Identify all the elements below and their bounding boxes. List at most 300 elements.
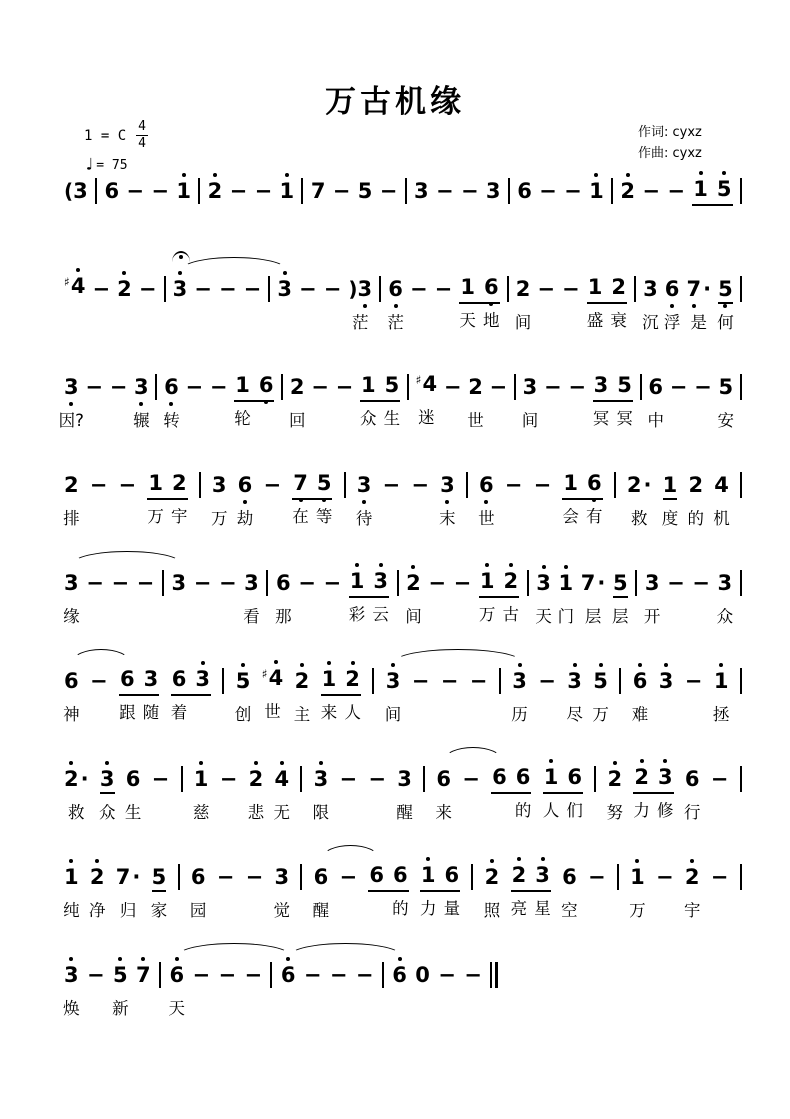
dash-glyph: − (151, 179, 169, 203)
note-digit: 3 (397, 767, 412, 791)
duration-dash (711, 864, 729, 892)
octave-dot-low (670, 304, 674, 308)
note-digit: 2 (485, 864, 500, 890)
note-digit: 6 (120, 667, 135, 691)
duration-dash (462, 766, 480, 794)
note (502, 568, 520, 624)
lyric-syllable: 是 (690, 313, 708, 332)
note (643, 570, 661, 626)
octave-dot-high (517, 857, 521, 861)
barline (162, 570, 164, 596)
lyric-syllable: 末 (439, 509, 456, 528)
note (358, 178, 373, 206)
note (64, 178, 88, 206)
duration-dash (192, 962, 210, 990)
dash-glyph: − (669, 375, 688, 399)
note-digit: 2 (289, 375, 305, 399)
duration-dash (93, 276, 111, 304)
note-digit: 7 (136, 962, 151, 988)
octave-dot-high (355, 563, 359, 567)
note (320, 666, 338, 722)
dash-glyph: − (109, 375, 128, 399)
note (311, 178, 326, 206)
note (372, 568, 389, 624)
note (712, 668, 730, 724)
barline (344, 472, 346, 498)
lyric-syllable: 救 (68, 803, 85, 822)
octave-dot-high (199, 761, 203, 765)
dash-glyph: − (538, 669, 556, 693)
octave-dot-high (690, 859, 694, 863)
note (483, 274, 500, 330)
note (360, 372, 377, 428)
dash-glyph: − (136, 571, 155, 595)
dash-glyph: − (243, 277, 262, 301)
note-digit: 4 (274, 766, 289, 792)
dash-glyph: − (382, 473, 401, 497)
duration-dash (490, 374, 508, 402)
quarter-note-icon: ♩ (84, 155, 95, 175)
note-digit: 2 (607, 766, 622, 792)
lyric-syllable: 觉 (273, 901, 291, 920)
note-digit: 6 (392, 962, 407, 988)
music-line (64, 858, 742, 956)
note (64, 766, 89, 822)
lyric-syllable: 回 (288, 411, 306, 430)
note-digit: 3 (512, 668, 527, 694)
duration-dash (299, 276, 317, 304)
note-digit: 6 (388, 276, 403, 302)
note-digit: 3 (644, 571, 660, 595)
octave-dot-high (573, 663, 577, 667)
lyric-syllable: 空 (561, 901, 578, 920)
dash-glyph: − (710, 865, 729, 889)
note-digit: 3 (522, 375, 538, 399)
beam-group (542, 764, 583, 820)
duration-dash (444, 374, 462, 402)
barline (300, 864, 302, 890)
note-digit: 6 (281, 962, 296, 988)
dash-glyph: − (537, 277, 555, 301)
barline (222, 668, 224, 694)
note-digit: 6 (436, 767, 452, 791)
note-digit: 6 (259, 372, 274, 398)
lyric-syllable: 彩 (348, 605, 366, 624)
dash-glyph: − (539, 179, 557, 203)
barline (740, 276, 742, 302)
octave-dot-low (69, 402, 73, 406)
note (133, 374, 150, 430)
notes-row (63, 858, 742, 920)
lyric-syllable: 创 (234, 705, 252, 724)
lyric-syllable: 茫 (387, 313, 404, 332)
lyric-syllable: 众 (716, 607, 734, 626)
dash-glyph: − (298, 571, 316, 595)
note-digit: 7 (686, 276, 701, 302)
note-digit: 3 (440, 472, 455, 498)
note (629, 864, 646, 920)
beam-group (478, 568, 520, 624)
lyric-syllable: 众 (98, 803, 116, 822)
note-digit: 1 (421, 862, 436, 888)
dash-glyph: − (244, 963, 263, 987)
dash-glyph: − (193, 571, 212, 595)
beam-group (633, 764, 674, 820)
note-digit: 6 (567, 765, 582, 789)
notes-row (64, 172, 742, 206)
duration-dash (428, 570, 446, 598)
note (142, 666, 160, 722)
lyric-syllable: 沉 (642, 313, 659, 332)
note (687, 472, 704, 528)
note (288, 374, 306, 430)
octave-dot-high (285, 173, 289, 177)
music-line (64, 564, 742, 662)
note (312, 864, 330, 920)
note-digit: 5 (617, 373, 632, 397)
note-digit: 1 (630, 864, 645, 890)
lyric-syllable: 慈 (192, 803, 210, 822)
octave-dot-high (201, 661, 205, 665)
duration-dash (539, 178, 557, 206)
note-digit: 3 (485, 179, 501, 203)
lyric-syllable: 家 (150, 901, 168, 920)
barline (640, 374, 642, 400)
dash-glyph: − (587, 865, 606, 889)
octave-dot-high (664, 663, 668, 667)
lyric-syllable: 宇 (171, 507, 188, 526)
note-digit: 3 (274, 865, 290, 889)
beam-group (592, 372, 633, 428)
duration-dash (667, 178, 685, 206)
note-digit: 6 (104, 179, 120, 203)
lyric-syllable: 缘 (63, 607, 80, 626)
duration-dash (470, 668, 488, 696)
note-digit: 3 (195, 666, 210, 692)
note (189, 864, 207, 920)
lyric-syllable: 待 (355, 509, 373, 528)
note-digit: 6 (648, 375, 664, 399)
fermata-icon (172, 251, 190, 262)
note-digit: 3 (658, 764, 673, 790)
dash-glyph: − (533, 473, 552, 497)
lyric-syllable: 劫 (236, 509, 254, 528)
dash-glyph: − (440, 669, 459, 693)
barline (270, 962, 272, 988)
dash-glyph: − (86, 571, 104, 595)
lyric-syllable: 努 (606, 803, 624, 822)
dash-glyph: − (85, 375, 103, 399)
lyric-syllable: 万 (592, 705, 609, 724)
beam-group (586, 274, 627, 330)
duration-dash (333, 178, 351, 206)
octave-dot-low (139, 402, 143, 406)
lyric-syllable: 会 (562, 507, 579, 526)
duration-dash (324, 276, 342, 304)
lyric-syllable: 尽 (566, 705, 583, 724)
note-digit: 6 (369, 863, 384, 887)
music-line (64, 662, 742, 760)
lyric-syllable: 力 (419, 899, 437, 918)
note (136, 962, 151, 990)
lyric-syllable: 层 (612, 607, 629, 626)
lyric-syllable: 机 (713, 509, 730, 528)
octave-dot-high (640, 759, 644, 763)
note-digit: 0 (415, 963, 430, 987)
dash-glyph: − (409, 277, 428, 301)
octave-dot-high (254, 761, 258, 765)
note (210, 472, 228, 528)
barline (281, 374, 283, 400)
note-digit: 6 (484, 274, 499, 300)
duration-dash (304, 962, 322, 990)
dash-glyph: − (194, 277, 212, 301)
note (414, 178, 429, 206)
lyric-syllable: 等 (315, 507, 333, 526)
octave-dot-high (182, 173, 186, 177)
note (511, 668, 528, 724)
duration-dash (219, 570, 237, 598)
note (168, 962, 185, 1018)
lyric-syllable: 天 (535, 607, 552, 626)
note-digit: 1 (350, 568, 365, 594)
duration-dash (412, 668, 430, 696)
lyric-syllable: 世 (467, 411, 484, 430)
note-digit: 3 (64, 962, 79, 988)
octave-dot-high (280, 761, 284, 765)
dash-glyph: − (692, 571, 710, 595)
note (586, 470, 603, 526)
note (620, 178, 635, 206)
lyric-syllable: 来 (320, 703, 338, 722)
duration-dash (336, 374, 354, 402)
octave-dot-low (445, 500, 449, 504)
note-digit: 2 (295, 668, 310, 694)
octave-dot-high (76, 268, 80, 272)
lyric-syllable: 神 (63, 705, 80, 724)
duration-dash (244, 962, 262, 990)
dash-glyph: − (504, 473, 523, 497)
note-digit: 3 (567, 668, 582, 694)
note-digit: 3 (64, 374, 79, 400)
lyric-syllable: 星 (534, 899, 551, 918)
note (176, 178, 191, 206)
note-digit: 2 (249, 766, 264, 792)
note (117, 276, 132, 304)
note-digit: 4 (422, 372, 438, 396)
note (150, 864, 168, 920)
beam-group (170, 666, 211, 722)
note-digit: 1 (235, 373, 250, 397)
barline (407, 374, 409, 400)
note-digit: 3 (536, 570, 551, 596)
duration-dash (410, 276, 428, 304)
credits-block (638, 122, 702, 164)
lyric-syllable: 净 (88, 901, 106, 920)
note (492, 764, 507, 792)
note (173, 276, 188, 304)
note-digit: 1 (460, 275, 475, 299)
music-line (64, 956, 498, 1054)
dash-glyph: − (218, 571, 237, 595)
time-signature-top: 4 (138, 119, 146, 134)
octave-dot-high (327, 661, 331, 665)
beam-group (320, 666, 361, 722)
duration-dash (538, 668, 556, 696)
barline (159, 962, 161, 988)
lyric-syllable: 冥 (592, 409, 610, 428)
lyric-syllable: 难 (631, 705, 649, 724)
lyric-syllable: 因? (58, 411, 84, 430)
dash-glyph: − (323, 277, 342, 301)
augmentation-dot: · (80, 767, 89, 791)
lyric-syllable: 地 (483, 311, 500, 330)
lyric-syllable: 焕 (63, 999, 80, 1018)
dash-glyph: − (185, 375, 204, 399)
sharp-sign: ♯ (64, 275, 70, 289)
lyric-syllable: 无 (273, 803, 291, 822)
lyric-syllable: 行 (683, 803, 701, 822)
duration-dash (330, 962, 348, 990)
barline (527, 570, 529, 596)
octave-dot-low (723, 304, 727, 308)
note (58, 374, 84, 430)
note-digit: 6 (665, 276, 680, 302)
lyric-syllable: 万 (629, 901, 646, 920)
duration-dash (244, 276, 262, 304)
duration-dash (435, 276, 453, 304)
octave-dot-low (322, 498, 326, 502)
note (163, 374, 180, 430)
barline (155, 374, 157, 400)
duration-dash (441, 668, 459, 696)
lyric-syllable: 间 (384, 705, 402, 724)
octave-dot-high (69, 957, 73, 961)
score-lines (58, 172, 742, 1054)
barline (507, 276, 509, 302)
dash-glyph: − (464, 963, 482, 987)
duration-dash (85, 374, 103, 402)
note-digit: 3 (535, 862, 550, 888)
time-signature-bottom: 4 (138, 136, 146, 151)
note-digit: 6 (169, 962, 184, 988)
note (415, 371, 438, 427)
lyric-syllable: 归 (119, 901, 137, 920)
note-digit: 2 (515, 277, 531, 301)
music-line (64, 270, 742, 368)
note-digit: 6 (492, 765, 507, 789)
note (589, 178, 604, 206)
note (236, 472, 254, 528)
duration-dash (537, 276, 555, 304)
note (542, 764, 560, 820)
dash-glyph: − (562, 277, 580, 301)
octave-dot-high (699, 171, 703, 175)
duration-dash (110, 374, 128, 402)
lyric-syllable: 盛 (586, 311, 604, 330)
dash-glyph: − (667, 179, 685, 203)
note-digit: 1 (194, 766, 209, 792)
final-barline (490, 962, 498, 988)
note-digit: 6 (562, 865, 577, 889)
duration-dash (568, 374, 586, 402)
dash-glyph: − (368, 767, 386, 791)
duration-dash (87, 962, 105, 990)
dash-glyph: − (311, 375, 329, 399)
note (172, 570, 187, 598)
dash-glyph: − (209, 375, 228, 399)
duration-dash (368, 766, 386, 794)
octave-dot-low (243, 500, 247, 504)
beam-group (419, 862, 461, 918)
duration-dash (111, 570, 129, 598)
note-digit: 3 (717, 571, 733, 595)
note-digit: 1 (280, 178, 295, 204)
dash-glyph: − (453, 571, 472, 595)
duration-dash (220, 766, 238, 794)
notes-row (63, 564, 742, 626)
duration-dash (137, 570, 155, 598)
note (419, 862, 437, 918)
lyric-syllable: 随 (142, 703, 160, 722)
note (384, 668, 402, 724)
duration-dash (323, 570, 341, 598)
octave-dot-high (274, 660, 278, 664)
dash-glyph: − (216, 865, 235, 889)
note-digit: 6 (479, 472, 494, 498)
barline (471, 864, 473, 890)
note-digit: 1 (693, 176, 708, 202)
lyric-syllable: 新 (112, 999, 129, 1018)
lyric-syllable: 着 (170, 703, 188, 722)
lyric-syllable: 迷 (418, 408, 435, 427)
barline (198, 178, 200, 204)
dash-glyph: − (489, 375, 508, 399)
octave-dot-high (663, 759, 667, 763)
duration-dash (670, 374, 688, 402)
note-digit: 2 (64, 473, 79, 497)
barline (740, 178, 742, 204)
augmentation-dot: · (597, 571, 606, 595)
octave-dot-high (485, 563, 489, 567)
dash-glyph: − (710, 767, 729, 791)
dash-glyph: − (218, 277, 237, 301)
octave-dot-high (722, 171, 726, 175)
lyric-syllable: 的 (687, 509, 704, 528)
note (192, 766, 210, 822)
note (443, 862, 461, 918)
note-digit: 1 (563, 471, 578, 495)
lyric-syllable: 古 (502, 605, 520, 624)
note-digit: 6 (190, 865, 206, 889)
lyric-syllable: 跟 (119, 703, 136, 722)
lyric-syllable: 生 (383, 409, 401, 428)
barline (199, 472, 201, 498)
lyric-syllable: 宇 (683, 901, 701, 920)
dash-glyph: − (462, 767, 480, 791)
duration-dash (656, 864, 674, 892)
note-digit: 1 (322, 666, 337, 692)
note (717, 374, 734, 430)
note (510, 862, 528, 918)
octave-dot-low (592, 498, 596, 502)
note (661, 472, 679, 528)
note-digit: 7 (310, 179, 326, 203)
note-digit: 2 (688, 473, 704, 497)
note (63, 668, 80, 724)
note (64, 273, 85, 304)
lyric-syllable: 众 (360, 409, 377, 428)
